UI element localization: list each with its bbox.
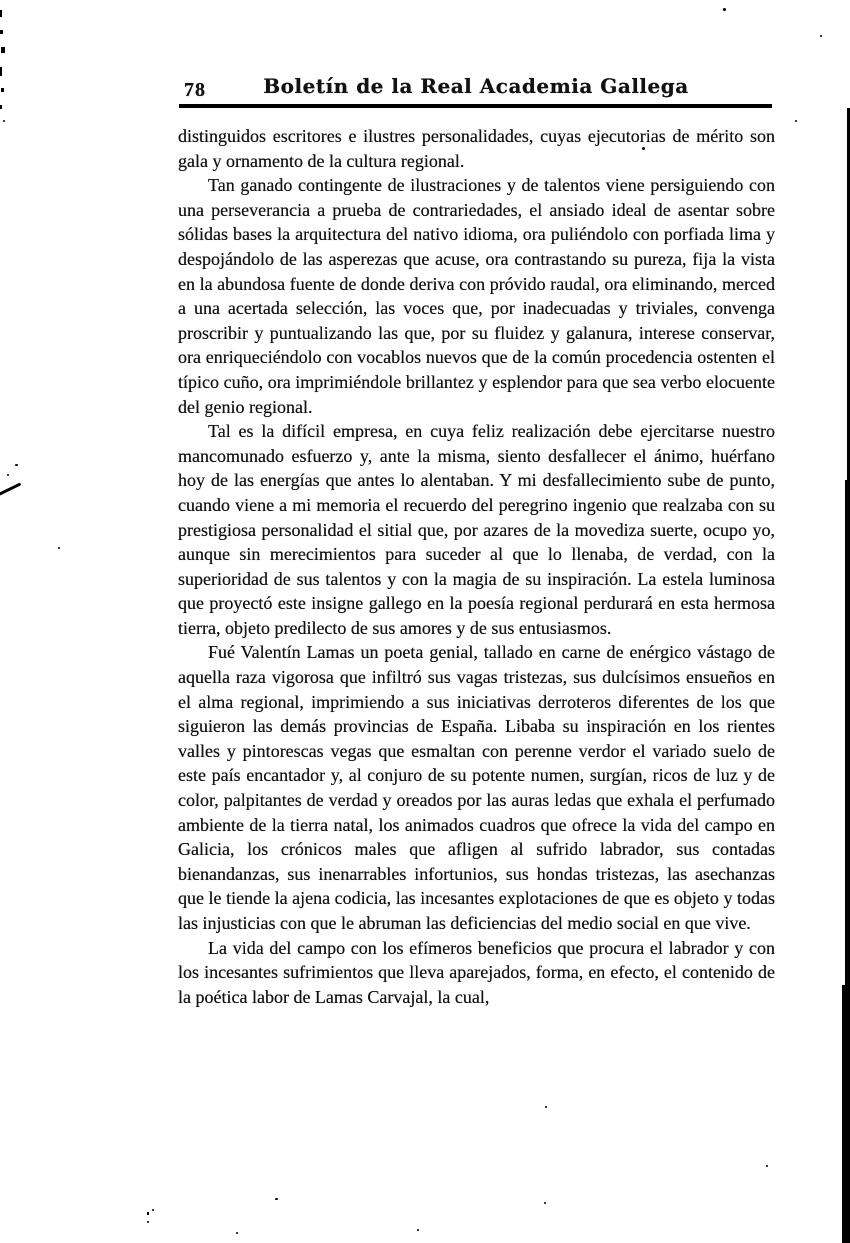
scan-speck [1,47,5,53]
scan-speck [275,1198,278,1200]
paragraph: La vida del campo con los efímeros beneficios que procura el labrador y con los incesantes sufrimientos que lleva aparejados, forma, en efecto, el contenido de la poética labor de Lamas Carvajal, la cual, [178,937,775,1007]
scan-speck [417,1229,419,1231]
scan-speck [147,1212,149,1215]
page-header-title: Boletín de la Real Academia Gallega [263,74,689,98]
scan-speck [236,1232,238,1234]
scan-speck [147,1221,149,1223]
paragraph: Tan ganado contingente de ilustraciones y de talentos viene persiguiendo con una perseverancia a prueba de contrariedades, el ansiado ideal de asentar sobre sólidas bases la arquitectura del nativo idioma, ora puliéndolo con porfiada lima y despojándolo de las asperezas que acuse, ora contrastando su pureza, fija la vista en la abundosa fuente de donde deriva con próvido raudal, ora eliminando, merced a una acertada selección, las voces que, por inadecuadas y triviales, convenga proscribir y puntualizando las que, por su fluidez y galanura, interese conservar, ora enriqueciéndolo con vocablos nuevos que de la común procedencia ostenten el típico cuño, ora imprimiéndole brillantez y esplendor para que sea verbo elocuente del genio regional. [178,175,775,417]
scan-speck [3,120,5,122]
scan-speck [0,105,2,109]
scan-speck [545,1106,547,1108]
scan-speck [15,464,18,466]
scan-speck [723,8,726,11]
header-rule [179,104,772,108]
scan-speck [0,67,2,76]
scan-speck [544,1202,546,1204]
paragraph: Fué Valentín Lamas un poeta genial, tallado en carne de enérgico vástago de aquella raza vigorosa que infiltró sus vagas tristezas, sus dulcísimos ensueños en el alma regional, imprimiendo a sus iniciativas derroteros diferentes de los que siguieron las demás provincias de España. Libaba su inspiración en los rientes valles y pintorescas vegas que esmaltan con perenne verdor el variado suelo de este país encantador y, al conjuro de su potente numen, surgían, ricos de luz y de color, palpitantes de verdad y oreados por las auras ledas que exhala el perfumado ambiente de la tierra natal, los animados cuadros que ofrece la vida del campo en Galicia, los crónicos males que afligen al sufrido labrador, sus contadas bienandanzas, sus inenarrables infortunios, sus hondas tristezas, las asechanzas que le tiende la ajena codicia, las incesantes explotaciones de que es objeto y todas las injusticias con que le abruman las deficiencias del medio social en que vive. [178,642,775,933]
scan-speck [0,30,3,34]
paragraph: distinguidos escritores e ilustres personalidades, cuyas ejecutorias de mérito son gala y ornamento de la cultura regional. [178,126,775,171]
scan-edge-bar [845,480,850,985]
scan-speck [820,35,822,37]
scan-speck [7,474,9,476]
scan-speck [642,147,645,150]
page-number: 78 [184,79,206,101]
paragraph: Tal es la difícil empresa, en cuya feliz realización debe ejercitarse nuestro mancomunado esfuerzo y, ante la misma, siento desfallecer el ánimo, huérfano hoy de las energías que antes lo alentaban. Y mi desfallecimiento sube de punto, cuando viene a mi memoria el recuerdo del peregrino ingenio que realzaba con su prestigiosa personalidad el sitial que, por azares de la movediza suerte, ocupo yo, aunque sin merecimientos para suceder al que lo llenaba, de verdad, con la superioridad de sus talentos y con la magia de su inspiración. La estela luminosa que proyectó este insigne gallego en la poesía regional perdurará en esta hermosa tierra, objeto predilecto de sus amores y de sus entusiasmos. [178,421,775,638]
page-body-text [178,124,775,1009]
scan-speck [58,547,60,549]
scan-speck [766,1165,768,1167]
scan-edge-bar [842,985,850,1243]
scan-speck [152,1209,154,1211]
scan-speck [0,10,2,17]
scan-slash-mark [0,482,21,496]
scan-speck [1,88,4,92]
scan-speck [795,120,797,122]
